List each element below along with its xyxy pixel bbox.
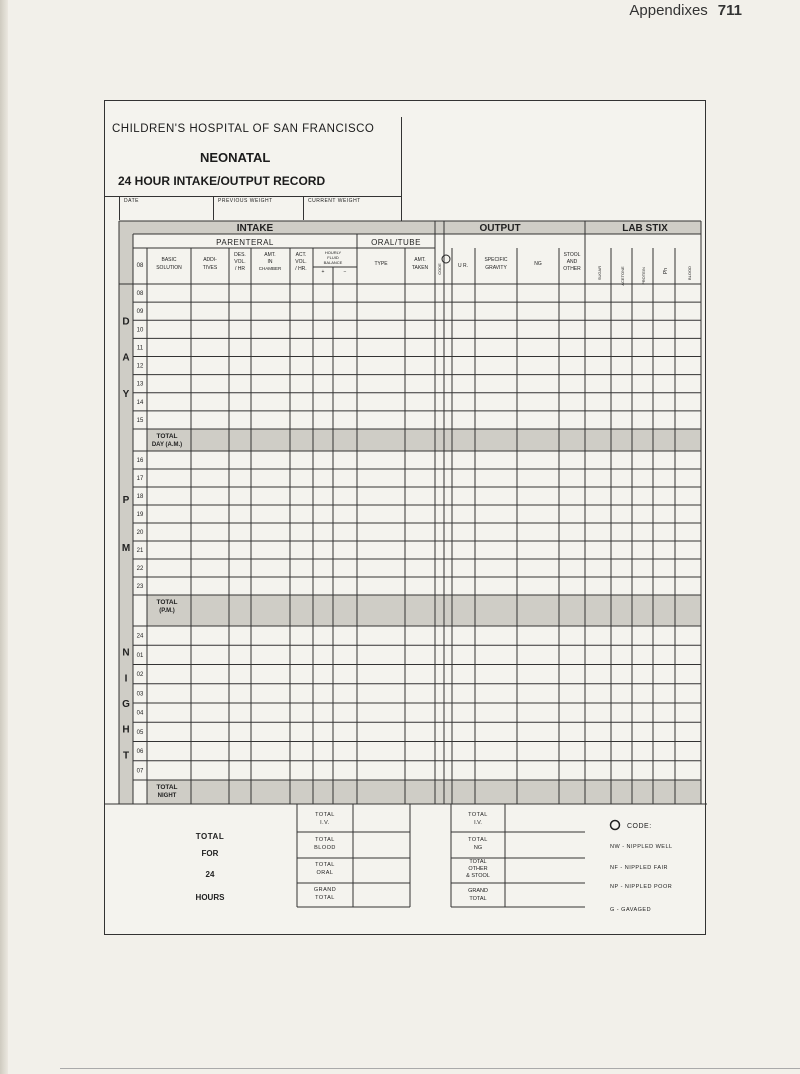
amt-taken-header-a: AMT.	[414, 257, 426, 263]
code-nf: NF - NIPPLED FAIR	[610, 865, 669, 871]
type-header: TYPE	[374, 261, 388, 267]
left-band	[119, 221, 133, 804]
night-band-letter-I: I	[124, 673, 128, 685]
day-row-14[interactable]	[147, 393, 685, 411]
night-band-letter-T: T	[122, 750, 130, 762]
hour-label-22: 22	[136, 566, 144, 572]
day-row-10[interactable]	[147, 320, 685, 338]
output-total-other-c: & STOOL	[466, 873, 490, 879]
totals-for-label-1: FOR	[201, 849, 219, 858]
act-vol-header-c: / HR.	[295, 266, 307, 272]
sugar-header: SUGAR	[597, 265, 602, 281]
intake-total-oral-value[interactable]	[354, 859, 409, 882]
balance-minus: −	[343, 269, 347, 275]
day-total-label-b: DAY (A.M.)	[151, 442, 183, 448]
lab-stix-label: LAB STIX	[622, 223, 668, 234]
fluid-balance-header-a: HOURLY	[324, 250, 342, 255]
ur-header: U R.	[458, 263, 468, 269]
intake-total-grand-a: GRAND	[313, 887, 337, 893]
code-legend-circle-icon	[611, 821, 620, 830]
entry-cells	[147, 284, 685, 906]
hour-label-04: 04	[136, 710, 144, 717]
ph-header: Ph	[663, 267, 669, 275]
day-total-label-a: TOTAL	[156, 433, 178, 440]
night-row-04[interactable]	[147, 703, 685, 722]
pm-band-letter-P: P	[122, 495, 130, 506]
output-total-value-3[interactable]	[506, 884, 584, 906]
output-total-value-0[interactable]	[506, 805, 584, 831]
hospital-name: CHILDREN'S HOSPITAL OF SAN FRANCISCO	[112, 123, 375, 135]
specific-gravity-header-b: GRAVITY	[485, 265, 507, 271]
hour-label-16: 16	[136, 458, 144, 464]
pm-row-20[interactable]	[147, 523, 685, 541]
intake-total-grand-value[interactable]	[354, 884, 409, 906]
output-total-value-1[interactable]	[506, 833, 584, 857]
day-row-11[interactable]	[147, 338, 685, 356]
intake-output-form	[104, 100, 706, 935]
hour-label-21: 21	[136, 548, 144, 554]
pm-row-18[interactable]	[147, 487, 685, 505]
code-legend-title: CODE:	[627, 823, 652, 830]
hour-label-08: 08	[136, 291, 144, 298]
intake-total-iv-value[interactable]	[354, 805, 409, 831]
intake-total-grand-b: TOTAL	[315, 895, 335, 901]
day-band-letter-D: D	[122, 316, 130, 328]
amt-chamber-header-a: AMT.	[264, 252, 276, 258]
act-vol-header-b: VOL.	[295, 259, 307, 265]
pm-band-letter-M: M	[121, 543, 131, 554]
fluid-balance-header-c: BALANCE	[323, 260, 343, 265]
hour-label-07: 07	[136, 768, 144, 775]
hour-label-02: 02	[136, 672, 144, 679]
section-header-bar	[119, 221, 701, 234]
stool-header-a: STOOL	[563, 252, 581, 258]
output-total-other-a: TOTAL	[469, 859, 487, 865]
running-head-title: Appendixes	[629, 2, 708, 19]
oral-tube-label: ORAL/TUBE	[371, 238, 421, 247]
hour-label-23: 23	[136, 584, 144, 590]
night-total-label-a: TOTAL	[156, 784, 178, 791]
pm-row-16[interactable]	[147, 451, 685, 469]
hour-label-06: 06	[136, 749, 144, 756]
record-grid	[105, 101, 707, 936]
output-total-iv-a: TOTAL	[468, 812, 488, 818]
des-vol-header-a: DES.	[234, 252, 246, 258]
stool-header-c: OTHER	[563, 266, 581, 272]
hour-label-05: 05	[136, 729, 144, 736]
output-total-value-2[interactable]	[506, 859, 584, 882]
additives-header-b: TIVES	[202, 265, 218, 271]
running-head	[629, 2, 742, 19]
pm-row-22[interactable]	[147, 559, 685, 577]
intake-total-oral-a: TOTAL	[315, 862, 335, 868]
book-binding-edge	[0, 0, 8, 1074]
blood-header: BLOOD	[687, 265, 692, 281]
parenteral-label: PARENTERAL	[216, 238, 274, 247]
day-band-letter-Y: Y	[122, 388, 130, 400]
hour-label-20: 20	[136, 530, 144, 536]
amt-chamber-header-b: IN	[267, 259, 273, 265]
amt-chamber-header-c: CHAMBER	[258, 266, 282, 271]
output-total-ng-a: TOTAL	[468, 837, 488, 843]
hour-label-12: 12	[136, 363, 144, 370]
intake-total-blood-b: BLOOD	[314, 845, 336, 851]
hour-label-03: 03	[136, 691, 144, 698]
des-vol-header-b: VOL.	[234, 259, 246, 265]
night-row-03[interactable]	[147, 684, 685, 703]
day-row-12[interactable]	[147, 357, 685, 375]
basic-solution-header-a: BASIC	[161, 257, 177, 263]
hour-label-19: 19	[136, 512, 144, 518]
night-total-label-b: NIGHT	[157, 793, 177, 799]
pm-row-17[interactable]	[147, 469, 685, 487]
output-grand-total-b: TOTAL	[469, 896, 487, 902]
code-nw: NW - NIPPLED WELL	[610, 844, 673, 850]
intake-total-blood-value[interactable]	[354, 833, 409, 857]
additives-header-a: ADDI-	[203, 257, 217, 263]
output-total-ng-b: NG	[473, 845, 483, 851]
night-row-02[interactable]	[147, 665, 685, 684]
night-row-07[interactable]	[147, 761, 685, 780]
hour-label-24: 24	[136, 633, 144, 640]
day-row-13[interactable]	[147, 375, 685, 393]
code-g: G - GAVAGED	[610, 907, 652, 913]
totals-for-label-2: 24	[205, 870, 215, 879]
pm-row-21[interactable]	[147, 541, 685, 559]
hour-label-10: 10	[136, 327, 144, 334]
hour-label-01: 01	[136, 652, 144, 659]
totals-for-label-3: HOURS	[195, 893, 225, 902]
intake-total-oral-b: ORAL	[316, 870, 334, 876]
date-label: DATE	[124, 198, 139, 204]
protein-header: PROTEIN	[641, 267, 646, 285]
specific-gravity-header-a: SPECIFIC	[484, 257, 508, 263]
fluid-balance-header-b: FLUID	[327, 255, 339, 260]
code-np: NP - NIPPLED POOR	[610, 884, 673, 890]
day-row-08[interactable]	[147, 284, 685, 302]
day-row-09[interactable]	[147, 302, 685, 320]
previous-weight-label: PREVIOUS WEIGHT	[218, 198, 273, 204]
night-row-24[interactable]	[147, 626, 685, 645]
balance-plus: +	[321, 269, 325, 275]
stool-header-b: AND	[566, 259, 578, 265]
form-title-record: 24 HOUR INTAKE/OUTPUT RECORD	[118, 174, 326, 188]
hour-label-17: 17	[136, 476, 144, 482]
form-title-neonatal: NEONATAL	[200, 150, 271, 165]
day-total-bar	[147, 429, 701, 451]
ng-header: NG	[534, 261, 542, 267]
hour-label-11: 11	[136, 345, 144, 352]
night-band-letter-H: H	[122, 724, 130, 736]
night-band-letter-N: N	[122, 647, 130, 659]
intake-total-blood-a: TOTAL	[315, 837, 335, 843]
pm-total-bar	[147, 595, 701, 626]
current-weight-label: CURRENT WEIGHT	[308, 198, 361, 204]
output-total-iv-b: I.V.	[474, 820, 482, 826]
hour-label-13: 13	[136, 381, 144, 388]
night-band-letter-G: G	[122, 699, 130, 710]
day-row-15[interactable]	[147, 411, 685, 429]
night-total-bar	[147, 780, 701, 804]
output-total-other-b: OTHER	[468, 866, 488, 872]
night-row-01[interactable]	[147, 645, 685, 664]
hour-label-18: 18	[136, 494, 144, 500]
intake-total-iv-a: TOTAL	[315, 812, 335, 818]
code-header: CODE	[437, 263, 442, 275]
pm-row-23[interactable]	[147, 577, 685, 595]
pm-total-label-b: (P.M.)	[159, 608, 175, 614]
des-vol-header-c: / HR	[235, 266, 245, 272]
output-grand-total-a: GRAND	[468, 888, 488, 894]
hour-label-14: 14	[136, 399, 144, 406]
intake-label: INTAKE	[236, 223, 274, 234]
time-col-header: 08	[136, 263, 144, 269]
totals-for-label-0: TOTAL	[195, 832, 225, 841]
act-vol-header-a: ACT.	[295, 252, 307, 258]
hour-label-15: 15	[136, 417, 144, 424]
intake-total-iv-b: I.V.	[320, 820, 330, 826]
page-bottom-edge	[60, 1068, 800, 1069]
acetone-header: ACETONE	[620, 266, 625, 286]
pm-total-label-a: TOTAL	[156, 599, 178, 606]
amt-taken-header-b: TAKEN	[411, 265, 429, 271]
page-number: 711	[717, 2, 742, 19]
hour-label-09: 09	[136, 309, 144, 316]
night-row-05[interactable]	[147, 722, 685, 741]
day-band-letter-A: A	[122, 352, 130, 364]
output-label: OUTPUT	[479, 223, 521, 234]
night-row-06[interactable]	[147, 742, 685, 761]
basic-solution-header-b: SOLUTION	[156, 265, 182, 271]
pm-row-19[interactable]	[147, 505, 685, 523]
code-circle-icon	[442, 255, 450, 263]
